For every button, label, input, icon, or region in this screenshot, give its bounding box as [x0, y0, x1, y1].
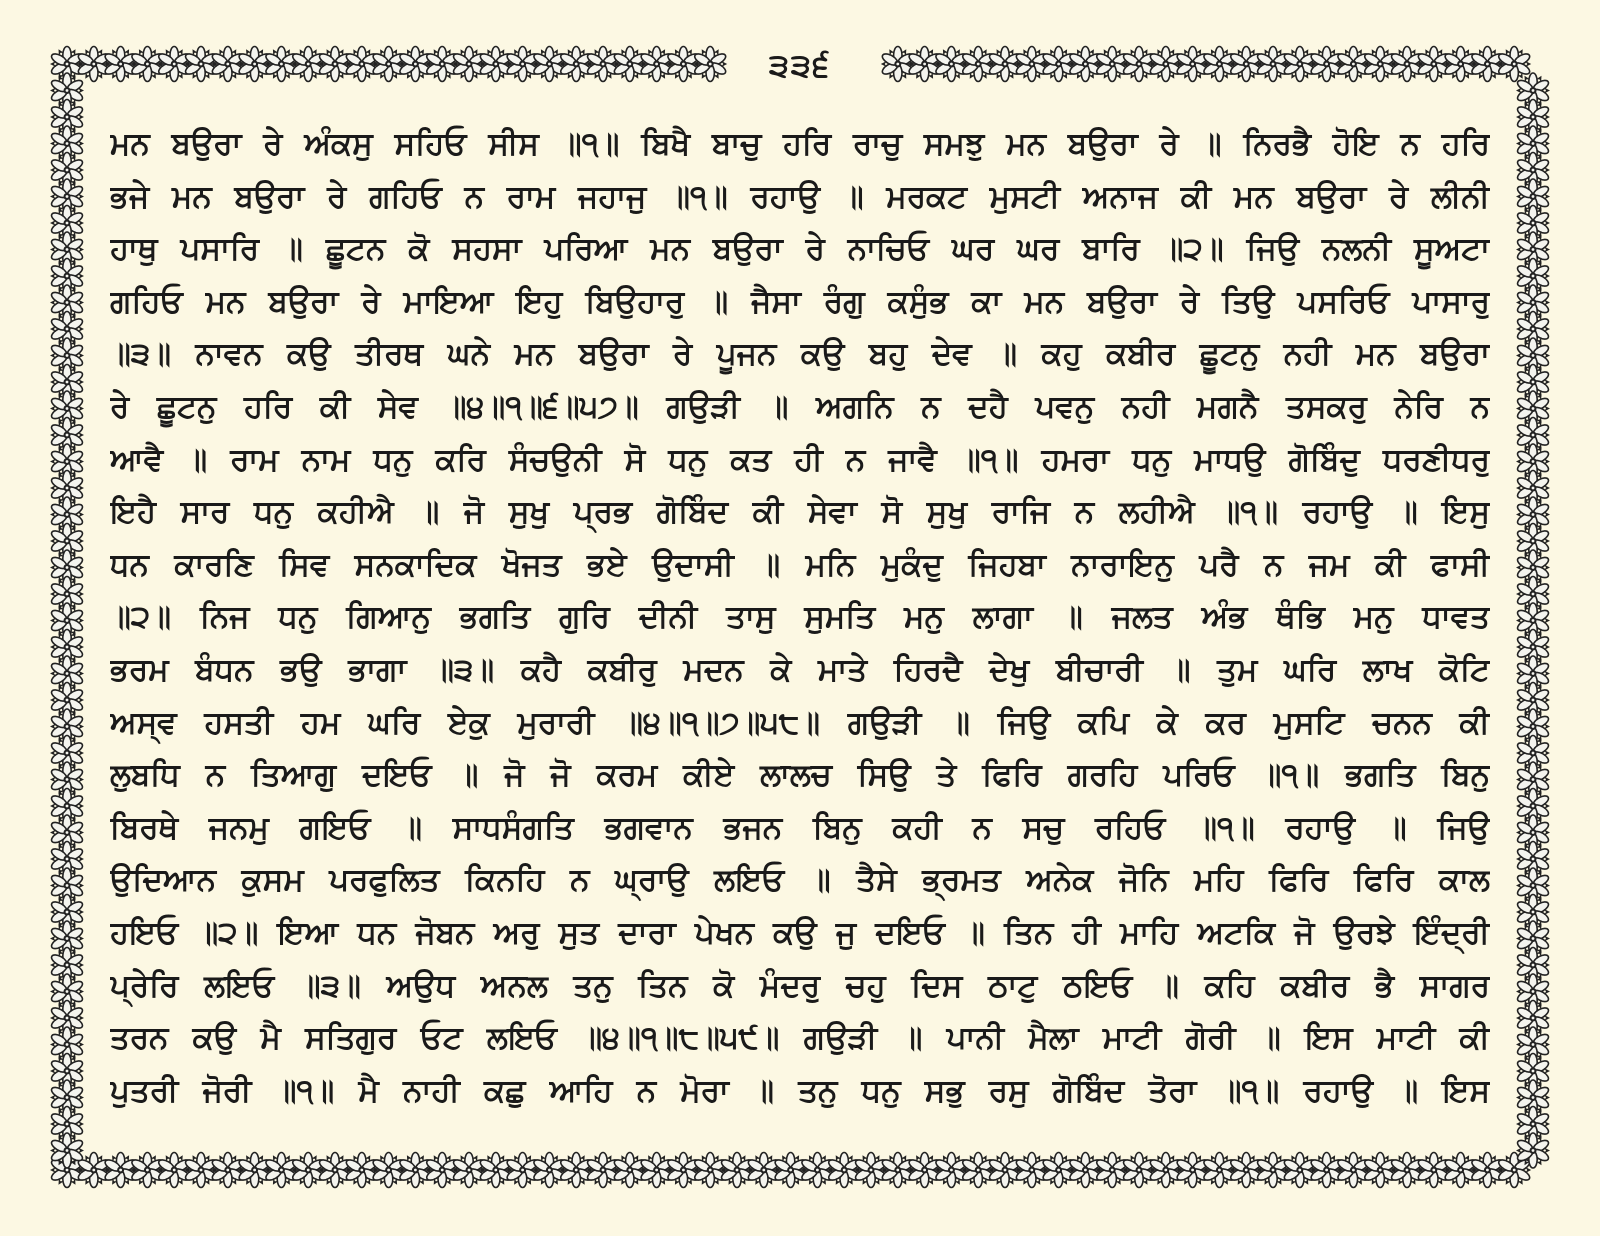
text-line: ॥੩॥ ਨਾਵਨ ਕਉ ਤੀਰਥ ਘਨੇ ਮਨ ਬਉਰਾ ਰੇ ਪੂਜਨ ਕਉ ਬਹੁ ਦੇਵ ॥ ਕਹੁ ਕਬੀਰ ਛੂਟਨੁ ਨਹੀ ਮਨ ਬਉਰਾ: [110, 336, 1490, 373]
text-line: ਇਹੈ ਸਾਰ ਧਨੁ ਕਹੀਐ ॥ ਜੋ ਸੁਖੁ ਪ੍ਰਭ ਗੋਬਿੰਦ ਕੀ ਸੇਵਾ ਸੋ ਸੁਖੁ ਰਾਜਿ ਨ ਲਹੀਐ ॥੧॥ ਰਹਾਉ ॥ ਇਸੁ: [110, 494, 1490, 531]
text-line: ਪੁਤਰੀ ਜੋਰੀ ॥੧॥ ਮੈ ਨਾਹੀ ਕਛੁ ਆਹਿ ਨ ਮੋਰਾ ॥ ਤਨੁ ਧਨੁ ਸਭੁ ਰਸੁ ਗੋਬਿੰਦ ਤੋਰਾ ॥੧॥ ਰਹਾਉ ॥ ਇਸ: [110, 1072, 1490, 1109]
text-line: ਤਰਨ ਕਉ ਮੈ ਸਤਿਗੁਰ ਓਟ ਲਇਓ ॥੪॥੧॥੮॥੫੯॥ ਗਉੜੀ ॥ ਪਾਨੀ ਮੈਲਾ ਮਾਟੀ ਗੋਰੀ ॥ ਇਸ ਮਾਟੀ ਕੀ: [110, 1020, 1490, 1057]
text-line: ਆਵੈ ॥ ਰਾਮ ਨਾਮ ਧਨੁ ਕਰਿ ਸੰਚਉਨੀ ਸੋ ਧਨੁ ਕਤ ਹੀ ਨ ਜਾਵੈ ॥੧॥ ਹਮਰਾ ਧਨੁ ਮਾਧਉ ਗੋਬਿੰਦੁ ਧਰਣੀਧਰੁ: [110, 441, 1490, 478]
text-line: ਉਦਿਆਨ ਕੁਸਮ ਪਰਫੁਲਿਤ ਕਿਨਹਿ ਨ ਘ੍ਰਾਉ ਲਇਓ ॥ ਤੈਸੇ ਭ੍ਰਮਤ ਅਨੇਕ ਜੋਨਿ ਮਹਿ ਫਿਰਿ ਫਿਰਿ ਕਾਲ: [110, 862, 1490, 899]
text-line: ਪ੍ਰੇਰਿ ਲਇਓ ॥੩॥ ਅਉਧ ਅਨਲ ਤਨੁ ਤਿਨ ਕੋ ਮੰਦਰੁ ਚਹੁ ਦਿਸ ਠਾਟੁ ਠਇਓ ॥ ਕਹਿ ਕਬੀਰ ਭੈ ਸਾਗਰ: [110, 967, 1490, 1004]
text-line: ਭਜੇ ਮਨ ਬਉਰਾ ਰੇ ਗਹਿਓ ਨ ਰਾਮ ਜਹਾਜੁ ॥੧॥ ਰਹਾਉ ॥ ਮਰਕਟ ਮੁਸਟੀ ਅਨਾਜ ਕੀ ਮਨ ਬਉਰਾ ਰੇ ਲੀਨੀ: [110, 178, 1490, 215]
scripture-text: [110, 118, 1490, 1117]
text-line: ਹਾਥੁ ਪਸਾਰਿ ॥ ਛੂਟਨ ਕੋ ਸਹਸਾ ਪਰਿਆ ਮਨ ਬਉਰਾ ਰੇ ਨਾਚਿਓ ਘਰ ਘਰ ਬਾਰਿ ॥੨॥ ਜਿਉ ਨਲਨੀ ਸੂਅਟਾ: [110, 231, 1490, 268]
text-line: ॥੨॥ ਨਿਜ ਧਨੁ ਗਿਆਨੁ ਭਗਤਿ ਗੁਰਿ ਦੀਨੀ ਤਾਸੁ ਸੁਮਤਿ ਮਨੁ ਲਾਗਾ ॥ ਜਲਤ ਅੰਭ ਥੰਭਿ ਮਨੁ ਧਾਵਤ: [110, 599, 1490, 636]
text-line: ਲੁਬਧਿ ਨ ਤਿਆਗੁ ਦਇਓ ॥ ਜੋ ਜੋ ਕਰਮ ਕੀਏ ਲਾਲਚ ਸਿਉ ਤੇ ਫਿਰਿ ਗਰਹਿ ਪਰਿਓ ॥੧॥ ਭਗਤਿ ਬਿਨੁ: [110, 757, 1490, 794]
text-line: ਮਨ ਬਉਰਾ ਰੇ ਅੰਕਸੁ ਸਹਿਓ ਸੀਸ ॥੧॥ ਬਿਖੈ ਬਾਚੁ ਹਰਿ ਰਾਚੁ ਸਮਝੁ ਮਨ ਬਉਰਾ ਰੇ ॥ ਨਿਰਭੈ ਹੋਇ ਨ ਹਰਿ: [110, 126, 1490, 162]
text-line: ਅਸ੍ਵ ਹਸਤੀ ਹਮ ਘਰਿ ਏਕੁ ਮੁਰਾਰੀ ॥੪॥੧॥੭॥੫੮॥ ਗਉੜੀ ॥ ਜਿਉ ਕਪਿ ਕੇ ਕਰ ਮੁਸਟਿ ਚਨਨ ਕੀ: [110, 704, 1490, 741]
text-line: ਗਹਿਓ ਮਨ ਬਉਰਾ ਰੇ ਮਾਇਆ ਇਹੁ ਬਿਉਹਾਰੁ ॥ ਜੈਸਾ ਰੰਗੁ ਕਸੁੰਭ ਕਾ ਮਨ ਬਉਰਾ ਰੇ ਤਿਉ ਪਸਰਿਓ ਪਾਸਾਰੁ: [110, 283, 1490, 320]
text-line: ਬਿਰਥੇ ਜਨਮੁ ਗਇਓ ॥ ਸਾਧਸੰਗਤਿ ਭਗਵਾਨ ਭਜਨ ਬਿਨੁ ਕਹੀ ਨ ਸਚੁ ਰਹਿਓ ॥੧॥ ਰਹਾਉ ॥ ਜਿਉ: [110, 809, 1490, 846]
page-number: ੩੩੬: [768, 45, 832, 84]
text-line: ਹਇਓ ॥੨॥ ਇਆ ਧਨ ਜੋਬਨ ਅਰੁ ਸੁਤ ਦਾਰਾ ਪੇਖਨ ਕਉ ਜੁ ਦਇਓ ॥ ਤਿਨ ਹੀ ਮਾਹਿ ਅਟਕਿ ਜੋ ਉਰਝੇ ਇੰਦ੍ਰੀ: [110, 914, 1490, 951]
page-number-box: [733, 40, 867, 90]
text-line: ਧਨ ਕਾਰਣਿ ਸਿਵ ਸਨਕਾਦਿਕ ਖੋਜਤ ਭਏ ਉਦਾਸੀ ॥ ਮਨਿ ਮੁਕੰਦੁ ਜਿਹਬਾ ਨਾਰਾਇਨੁ ਪਰੈ ਨ ਜਮ ਕੀ ਫਾਸੀ: [110, 546, 1490, 583]
text-line: ਰੇ ਛੂਟਨੁ ਹਰਿ ਕੀ ਸੇਵ ॥੪॥੧॥੬॥੫੭॥ ਗਉੜੀ ॥ ਅਗਨਿ ਨ ਦਹੈ ਪਵਨੁ ਨਹੀ ਮਗਨੈ ਤਸਕਰੁ ਨੇਰਿ ਨ: [110, 388, 1490, 425]
text-line: ਭਰਮ ਬੰਧਨ ਭਉ ਭਾਗਾ ॥੩॥ ਕਹੈ ਕਬੀਰੁ ਮਦਨ ਕੇ ਮਾਤੇ ਹਿਰਦੈ ਦੇਖੁ ਬੀਚਾਰੀ ॥ ਤੁਮ ਘਰਿ ਲਾਖ ਕੋਟਿ: [110, 651, 1490, 688]
